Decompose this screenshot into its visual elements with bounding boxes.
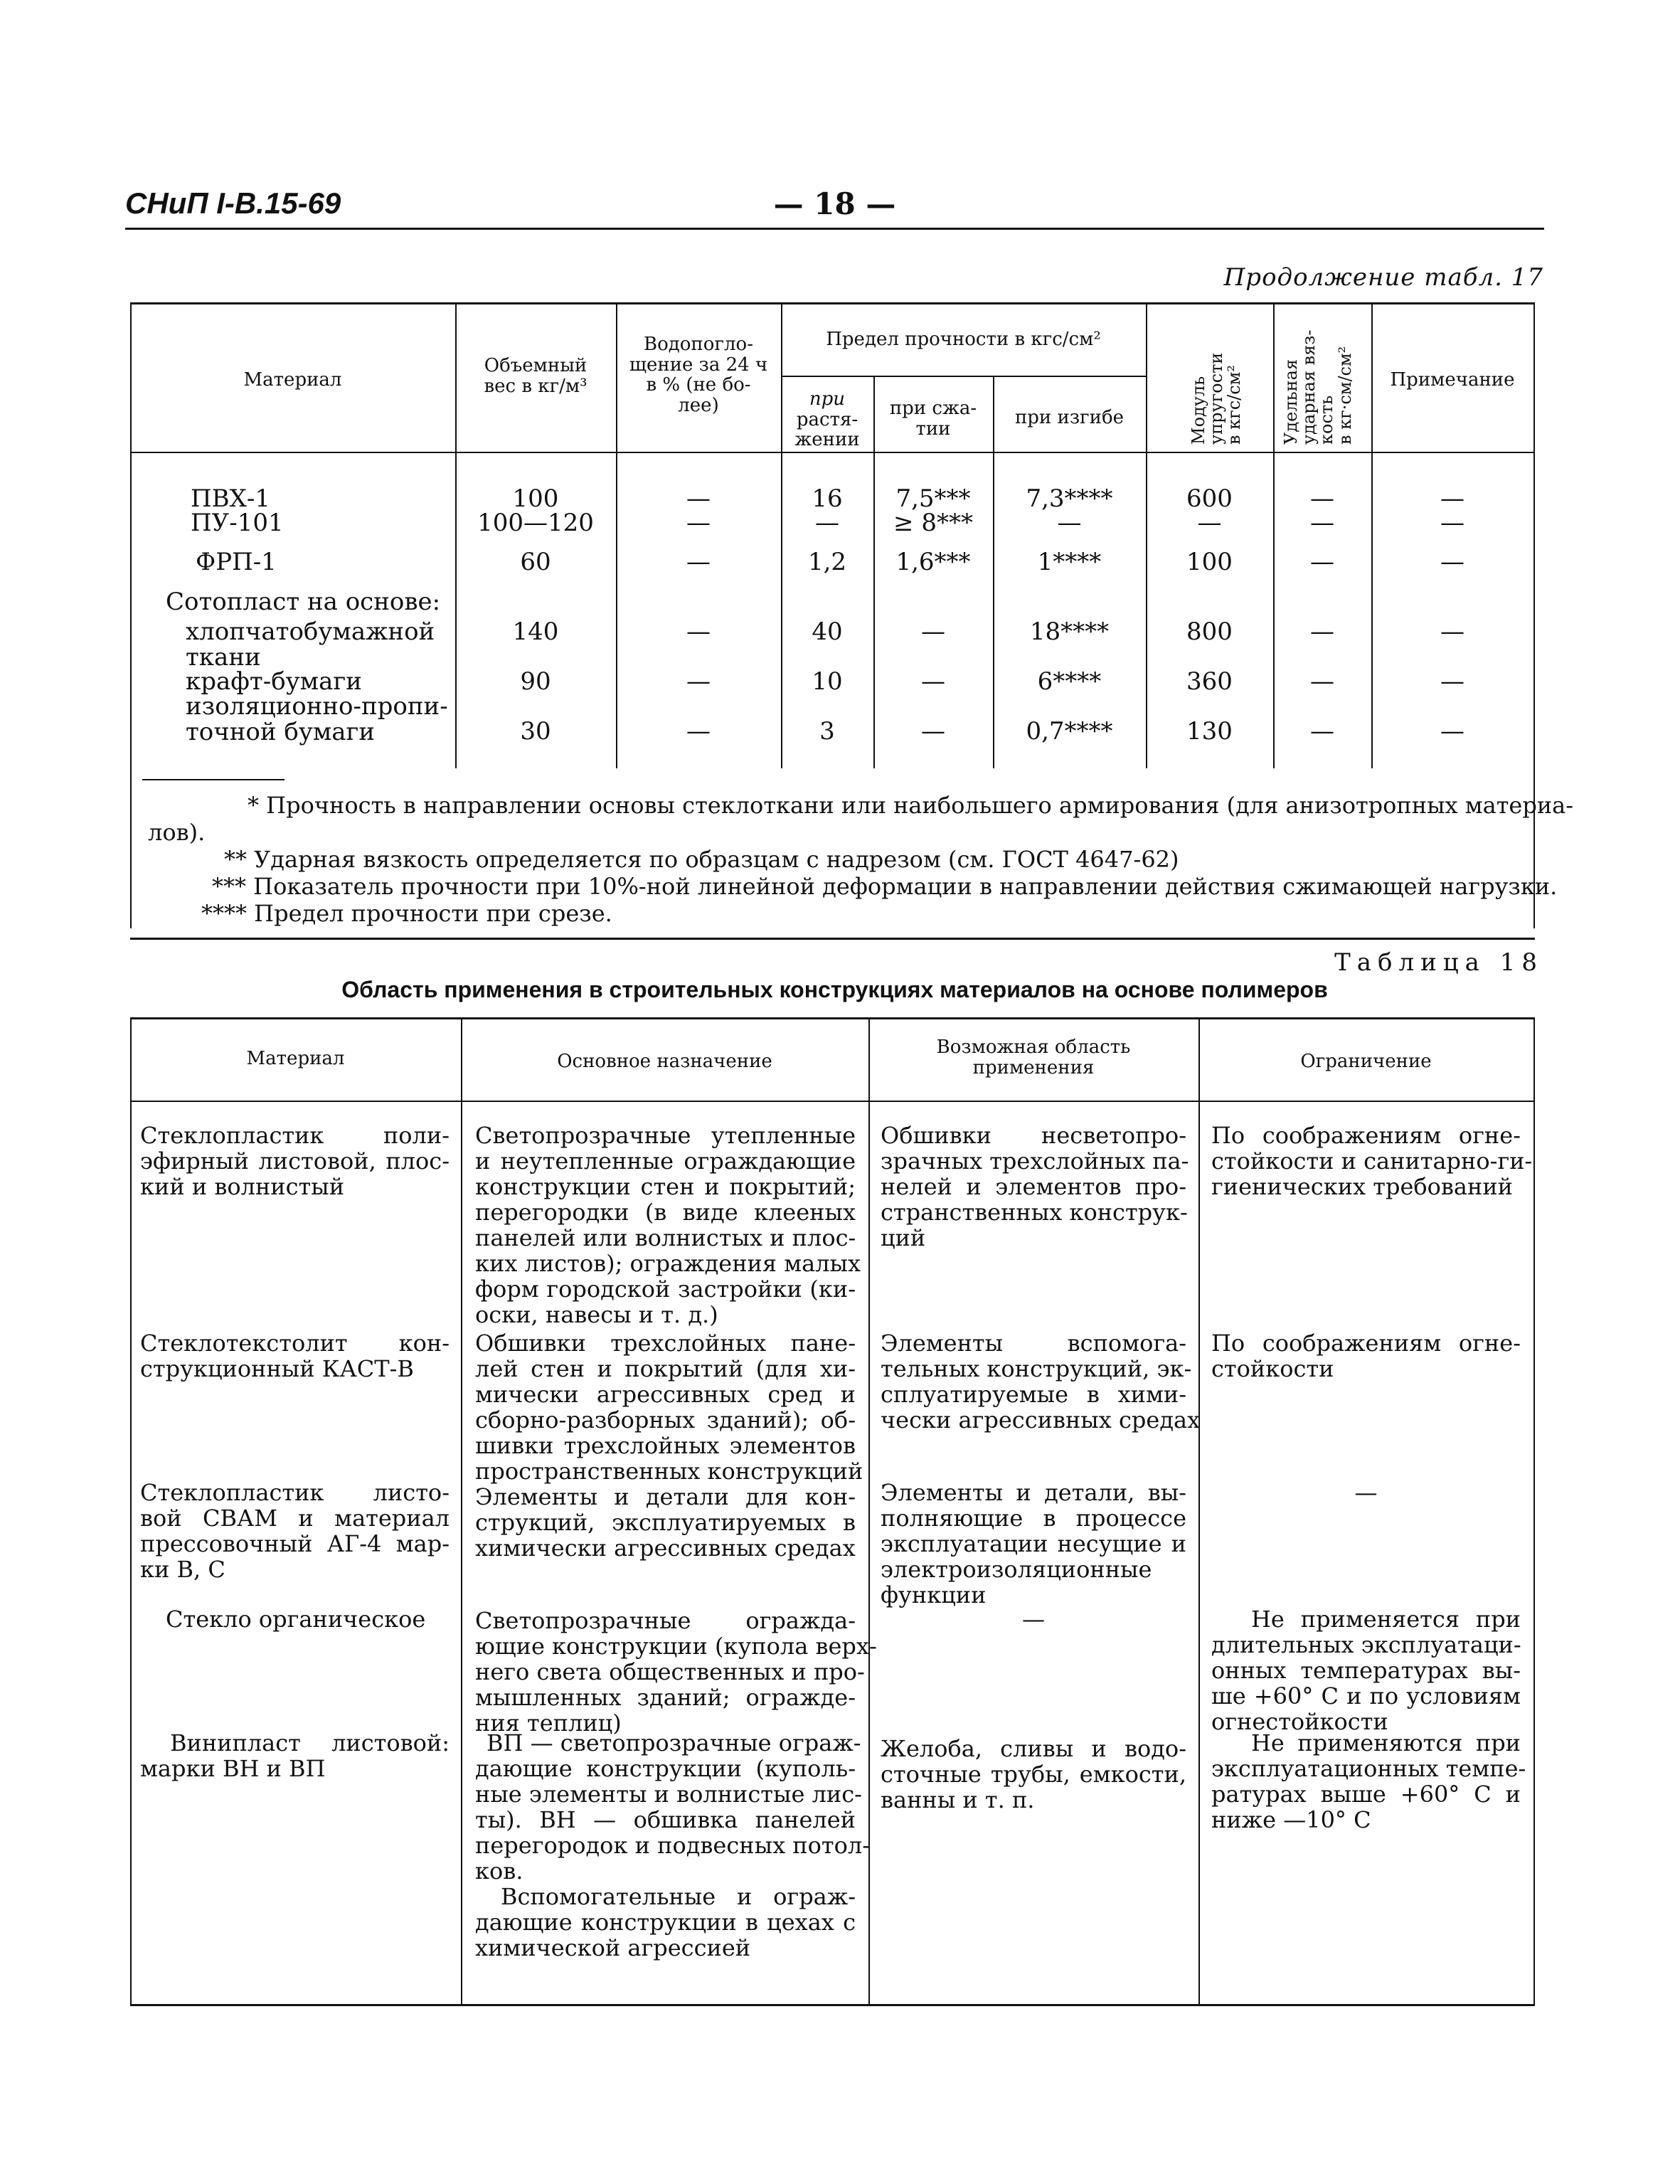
table-bottom-rule: [130, 2004, 1535, 2006]
text-line: Вспомогательные и ограж-: [501, 1883, 856, 1910]
table-18-label: Таблица 18: [1334, 948, 1543, 977]
document-code: СНиП I-В.15-69: [125, 186, 341, 220]
text-line: прессовочный АГ-4 мар-: [140, 1530, 450, 1557]
footnote-mark: ****: [201, 900, 247, 927]
cell-compression: ≥ 8***: [893, 509, 973, 537]
cell-density: 60: [520, 548, 551, 576]
footnote-text: Прочность в направлении основы стеклоткани или наибольшего армирования (для анизотропных материа-: [266, 792, 1574, 819]
cell-note: —: [1440, 548, 1464, 576]
text-line: шивки трехслойных элементов: [475, 1432, 856, 1459]
row3-limit: [1211, 1480, 1521, 1505]
col-header-tension: [781, 389, 873, 450]
header-line: применения: [972, 1056, 1095, 1078]
row2-possible: [881, 1330, 1201, 1433]
cell-note: —: [1440, 509, 1464, 537]
cell-material: [186, 694, 448, 745]
header-line: тии: [915, 418, 951, 440]
text-line: ванны и т. п.: [881, 1786, 1035, 1813]
header-line: в % (не бо-: [646, 374, 751, 396]
cell-tension: 1,2: [807, 548, 847, 576]
cell-impact: —: [1310, 717, 1334, 746]
header-line: упругости: [1206, 352, 1227, 445]
footnote-3: [212, 873, 1557, 900]
text-line: Светопрозрачные огражда-: [475, 1607, 856, 1634]
col-header-limit: Ограничение: [1300, 1051, 1432, 1072]
header-line: Удельная: [1281, 359, 1301, 445]
text-line: ки В, С: [140, 1556, 225, 1583]
text-line: чески агрессивных средах: [881, 1406, 1201, 1433]
text-line: стойкости: [1211, 1355, 1334, 1382]
row5-possible: [881, 1736, 1186, 1813]
cell-impact: —: [1310, 484, 1334, 513]
col-rule: [461, 1017, 462, 2006]
page-number: — 18 —: [773, 186, 896, 221]
text-line: мически агрессивных сред и: [475, 1381, 856, 1408]
text-line: стойкости и санитарно-ги-: [1211, 1147, 1533, 1175]
running-head: [125, 186, 1544, 229]
row3-possible: [881, 1480, 1186, 1608]
cell-impact: —: [1310, 617, 1334, 646]
text-line: кий и волнистый: [140, 1173, 345, 1200]
cell-material: ПВХ-1: [191, 484, 270, 513]
cell-water: —: [686, 617, 711, 646]
footnote-1-cont: лов).: [148, 819, 206, 846]
text-line: —: [1354, 1479, 1378, 1506]
text-line: —: [1022, 1606, 1045, 1633]
text-line: Светопрозрачные утепленные: [475, 1122, 856, 1149]
text-line: полняющие в процессе: [881, 1505, 1186, 1532]
table-17-bottom-rule: [130, 938, 1535, 940]
cell-tension: 10: [812, 667, 843, 696]
text-line: перегородки (в виде клееных: [475, 1199, 856, 1226]
cell-bending: —: [1057, 509, 1082, 537]
row3-purpose: [475, 1484, 856, 1561]
text-line: эфирный листовой, плос-: [140, 1147, 450, 1175]
cell-density: 100: [512, 484, 559, 513]
text-line: Желоба, сливы и водо-: [881, 1735, 1186, 1762]
cell-compression: 1,6***: [895, 548, 971, 576]
cell-material: ПУ-101: [191, 509, 284, 537]
text-line: Стеклопластик поли-: [140, 1122, 450, 1149]
cell-impact: —: [1310, 548, 1334, 576]
cell-tension: 16: [812, 484, 843, 513]
text-line: зрачных трехслойных па-: [881, 1147, 1189, 1175]
material-line: изоляционно-пропи-: [186, 692, 448, 721]
cell-water: —: [686, 667, 711, 696]
header-line: ударная вяз-: [1299, 329, 1319, 445]
col-header-density: [455, 356, 616, 396]
header-rule: [125, 228, 1544, 230]
cell-note: —: [1440, 717, 1464, 746]
col-rule: [1533, 1017, 1535, 2006]
cell-water: —: [686, 509, 711, 537]
subheader-rule: [781, 376, 1146, 377]
header-line: Объемный: [484, 355, 588, 376]
table-top-rule: [130, 1017, 1535, 1019]
row4-limit: [1211, 1606, 1521, 1734]
cell-modulus: 100: [1186, 548, 1233, 576]
text-line: марки ВН и ВП: [140, 1755, 326, 1782]
text-line: сборно-разборных зданий); об-: [475, 1406, 856, 1433]
col-rule: [130, 302, 132, 928]
cell-note: —: [1440, 617, 1464, 646]
header-line: Модуль: [1189, 376, 1208, 445]
text-line: химической агрессией: [475, 1934, 751, 1961]
text-line: сплуатируемые в хими-: [881, 1381, 1186, 1408]
col-header-modulus: [1190, 353, 1244, 445]
text-line: онных температурах вы-: [1211, 1657, 1521, 1684]
cell-compression: 7,5***: [895, 484, 971, 513]
cell-bending: 7,3****: [1026, 484, 1113, 513]
cell-bending: 1****: [1037, 548, 1102, 576]
cell-note: —: [1440, 484, 1464, 513]
text-line: форм городской застройки (ки-: [475, 1276, 856, 1303]
text-line: Обшивки трехслойных пане-: [475, 1330, 856, 1357]
text-line: ниже —10° С: [1211, 1806, 1371, 1833]
text-line: эксплуатации несущие и: [881, 1530, 1186, 1557]
text-line: мышленных зданий; огражде-: [475, 1684, 856, 1711]
text-line: конструкции стен и покрытий;: [475, 1173, 856, 1200]
table-continuation-label: Продолжение табл. 17: [1223, 263, 1543, 292]
text-line: него света общественных и про-: [475, 1658, 865, 1685]
table-top-rule: [130, 302, 1535, 304]
header-line: Водопогло-: [644, 334, 753, 355]
text-line: функции: [881, 1581, 987, 1608]
text-line: электроизоляционные: [881, 1556, 1152, 1583]
footnote-mark: ***: [212, 873, 246, 900]
header-line: лее): [678, 394, 719, 416]
row5-purpose: [475, 1729, 870, 1885]
text-line: Не применяются при: [1251, 1729, 1521, 1756]
text-line: ния теплиц): [475, 1709, 622, 1737]
header-line: при сжа-: [889, 398, 977, 419]
row2-limit: [1211, 1330, 1521, 1382]
cell-density: 140: [512, 617, 559, 646]
cell-impact: —: [1310, 667, 1334, 696]
row1-material: [140, 1123, 450, 1199]
cell-water: —: [686, 717, 711, 746]
material-line: точной бумаги: [186, 718, 376, 746]
text-line: странственных конструк-: [881, 1199, 1188, 1226]
cell-compression: —: [921, 717, 945, 746]
header-line: Возможная область: [936, 1037, 1131, 1058]
cell-bending: 0,7****: [1026, 717, 1113, 746]
col-header-water: [616, 334, 781, 415]
cell-tension: 3: [819, 717, 835, 746]
table-17: [130, 302, 1574, 928]
cell-compression: —: [921, 617, 945, 646]
text-line: ше +60° С и по условиям: [1211, 1682, 1521, 1709]
header-line: кость: [1317, 395, 1337, 445]
text-line: гиенических требований: [1211, 1173, 1513, 1200]
text-line: ций: [881, 1224, 926, 1251]
cell-modulus: 130: [1186, 717, 1233, 746]
text-line: ные элементы и волнистые лис-: [475, 1781, 862, 1808]
text-line: Винипласт листовой:: [170, 1729, 450, 1756]
text-line: нелей и элементов про-: [881, 1173, 1186, 1200]
text-line: Элементы и детали, вы-: [881, 1479, 1186, 1506]
row1-purpose: [475, 1122, 861, 1328]
row4-material: [140, 1606, 450, 1632]
cell-impact: —: [1310, 509, 1334, 537]
text-line: Обшивки несветопро-: [881, 1122, 1186, 1149]
cell-note: —: [1440, 667, 1464, 696]
cell-tension: —: [815, 509, 839, 537]
text-line: огнестойкости: [1211, 1708, 1388, 1735]
footnote-rule: [142, 779, 285, 780]
text-line: Элементы и детали для кон-: [475, 1483, 856, 1510]
header-line: при: [809, 388, 846, 410]
text-line: ратурах выше +60° С и: [1211, 1781, 1521, 1808]
row5-material: [140, 1730, 450, 1781]
text-line: оски, навесы и т. д.): [475, 1301, 718, 1328]
col-rule: [130, 1017, 132, 2006]
cell-density: 100—120: [477, 509, 594, 537]
col-header-material: Материал: [243, 369, 342, 391]
text-line: Стеклотекстолит кон-: [140, 1330, 450, 1357]
row1-possible: [881, 1122, 1189, 1251]
text-line: химически агрессивных средах: [475, 1534, 856, 1562]
col-header-possible: [868, 1037, 1198, 1078]
row5-purpose-2: [475, 1884, 856, 1961]
header-bottom-rule: [130, 1101, 1535, 1102]
row4-possible: [881, 1606, 1186, 1632]
cell-material: ФРП-1: [196, 548, 277, 576]
text-line: струкций, эксплуатируемых в: [475, 1509, 856, 1536]
col-header-compression: [873, 398, 993, 439]
col-header-material: Материал: [246, 1048, 345, 1069]
col-header-strength-group: Предел прочности в кгс/см²: [826, 329, 1101, 350]
table-18: [130, 1017, 1535, 2006]
header-line: щение за 24 ч: [629, 354, 768, 376]
footnote-text: Показатель прочности при 10%-ной линейной деформации в направлении действия сжимающей нагрузки.: [253, 873, 1558, 900]
table-18-title: Область применения в строительных конструкциях материалов на основе полимеров: [341, 977, 1328, 1002]
text-line: лей стен и покрытий (для хи-: [475, 1355, 856, 1382]
text-line: дающие конструкции в цехах с: [475, 1909, 856, 1936]
cell-material: [186, 619, 435, 670]
cell-compression: —: [921, 667, 945, 696]
footnote-2: [224, 846, 1179, 873]
text-line: тельных конструкций, эк-: [881, 1355, 1192, 1382]
footnote-mark: **: [224, 846, 247, 873]
row2-purpose: [475, 1330, 863, 1485]
text-line: Элементы вспомога-: [881, 1330, 1186, 1357]
text-line: ты). ВН — обшивка панелей: [475, 1806, 856, 1833]
text-line: Не применяется при: [1251, 1606, 1521, 1633]
material-line: ткани: [186, 643, 261, 672]
material-line: хлопчатобумажной: [186, 617, 435, 646]
cell-modulus: 360: [1186, 667, 1233, 696]
footnote-text: Ударная вязкость определяется по образцам с надрезом (см. ГОСТ 4647-62): [254, 846, 1179, 873]
text-line: По соображениям огне-: [1211, 1122, 1521, 1149]
footnote-mark: *: [248, 792, 259, 819]
text-line: ков.: [475, 1857, 523, 1885]
cell-modulus: 800: [1186, 617, 1233, 646]
row3-material: [140, 1480, 450, 1582]
cell-water: —: [686, 484, 711, 513]
text-line: перегородок и подвесных потол-: [475, 1832, 870, 1859]
text-line: Стеклопластик листо-: [140, 1479, 450, 1506]
cell-bending: 6****: [1037, 667, 1102, 696]
cell-water: —: [686, 548, 711, 576]
text-line: вой СВАМ и материал: [140, 1505, 450, 1532]
cell-tension: 40: [812, 617, 843, 646]
header-line: вес в кг/м³: [484, 375, 588, 397]
col-header-note: Примечание: [1390, 369, 1515, 391]
cell-modulus: 600: [1186, 484, 1233, 513]
text-line: Стекло органическое: [166, 1606, 426, 1633]
header-bottom-rule: [130, 452, 1535, 453]
cell-density: 90: [520, 667, 551, 696]
row5-limit: [1211, 1729, 1526, 1833]
row2-material: [140, 1330, 450, 1382]
row4-purpose: [475, 1607, 877, 1737]
group-label: Сотопласт на основе:: [166, 588, 441, 616]
text-line: ких листов); ограждения малых: [475, 1250, 861, 1277]
footnote-text: Предел прочности при срезе.: [254, 900, 612, 927]
row1-limit: [1211, 1122, 1533, 1200]
col-rule: [1533, 302, 1535, 928]
text-line: пространственных конструкций: [475, 1458, 863, 1485]
text-line: эксплуатационных темпе-: [1211, 1755, 1526, 1782]
text-line: ВП — светопрозрачные ограж-: [487, 1729, 861, 1756]
header-line: в кг·см/см²: [1334, 346, 1355, 445]
text-line: ющие конструкции (купола верх-: [475, 1633, 877, 1660]
col-header-impact: [1282, 330, 1354, 445]
footnote-1: [248, 792, 1573, 819]
cell-bending: 18****: [1029, 617, 1110, 646]
text-line: длительных эксплуатаци-: [1211, 1631, 1521, 1658]
cell-modulus: —: [1197, 509, 1222, 537]
col-header-bending: при изгибе: [1014, 407, 1125, 428]
col-header-purpose: Основное назначение: [557, 1051, 772, 1072]
text-line: дающие конструкции (куполь-: [475, 1755, 856, 1782]
text-line: По соображениям огне-: [1211, 1330, 1521, 1357]
cell-material: крафт-бумаги: [186, 667, 362, 696]
footnote-4: [201, 900, 612, 927]
header-line: жении: [794, 429, 860, 451]
col-rule: [1198, 1017, 1200, 2006]
header-line: в кгс/см²: [1224, 365, 1245, 445]
text-line: струкционный КАСТ-В: [140, 1355, 414, 1382]
text-line: сточные трубы, емкости,: [881, 1761, 1186, 1788]
header-line: растя-: [796, 408, 858, 430]
text-line: панелей или волнистых и плос-: [475, 1224, 856, 1251]
text-line: и неутепленные ограждающие: [475, 1147, 856, 1175]
cell-density: 30: [520, 717, 551, 746]
